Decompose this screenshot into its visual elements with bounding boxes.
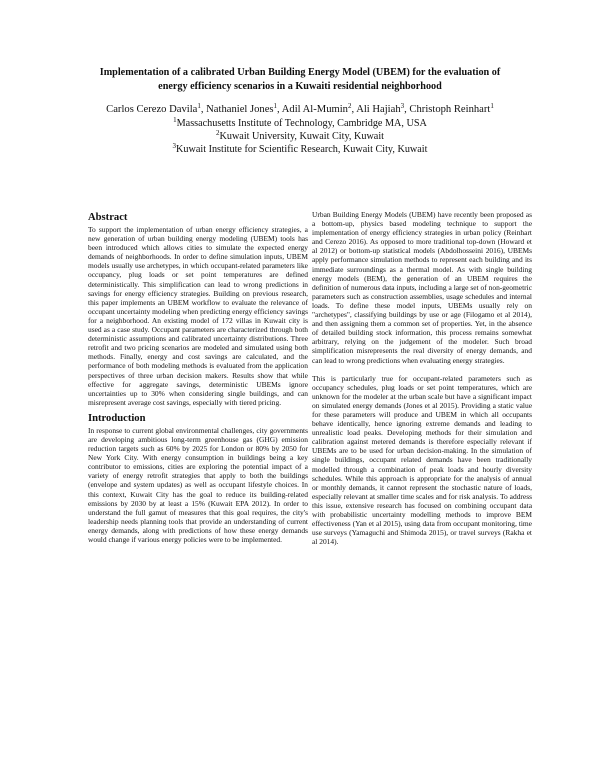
- abstract-text: To support the implementation of urban energy efficiency strategies, a new generation of urban building energy modeling (UBEM) tools has been introduced which allows cities to simulate the expected energy demands of neighborhoods. In order to define simulation inputs, UBEM models usually use archetypes, in which occupant-related parameters like occupancy, plug loads or set point temperatures are defined deterministically. This simplification can lead to wrong predictions in savings for energy efficiency strategies. Building on previous research, this paper implements an UBEM workflow to evaluate the relevance of occupant uncertainty modeling when predicting energy efficiency savings for a neighborhood. An existing model of 172 villas in Kuwait city is used as a case study. Occupant parameters are characterized through both deterministic assumptions and calibrated uncertainty distributions. Three retrofit and two pricing scenarios are modeled and simulated using both methods. Finally, energy and cost savings are calculated, and the performance of both modeling methods is evaluated from the application perspectives of three urban decision makers. Results show that while effective for aggregate savings, deterministic UBEMs ignore uncertainties up to 30% when considering single buildings, and can misrepresent average cost savings, especially with tiered pricing.: [88, 225, 308, 407]
- author: Adil Al-Mumin$^2$,: [281, 102, 357, 115]
- affiliation: $^1$Massachusetts Institute of Technology, Cambridge MA, USA: [173, 116, 427, 129]
- author: Christoph Reinhart$^1$: [409, 102, 494, 115]
- author: Ali Hajiah$^3$,: [356, 102, 410, 115]
- title-line-1: Implementation of a calibrated Urban Building Energy Model (UBEM) for the evaluation of: [99, 67, 501, 78]
- body-paragraph: This is particularly true for occupant-related parameters such as occupancy schedules, plug loads or set point temperatures, which are unknown for the modeler at the urban scale but have a significant impact on simulated energy demands (Jones et al 2015). Providing a static value for these parameters will produce and UBEM in which all occupants behave identically, hence ignoring extreme demands and leading to unrealistic load peaks. Developing methods for their simulation and calibration against metered demands is therefore especially relevant if UBEMs are to be used for urban decision-making. In the simulation of single buildings, occupant related demands have been traditionally modelled through a combination of peak loads and hourly diversity schedules. While this approach is appropriate for the analysis of annual or monthly demands, it cannot represent the stochastic nature of loads, especially relevant at smaller time scales and for risk analysis. To address this issue, extensive research has focused on combining occupant data with probabilistic uncertainty modelling methods to improve BEM effectiveness (Yan et al 2015), using data from occupant monitoring, time use surveys (Yamaguchi and Shimoda 2015), or travel surveys (Rakha et al 2014).: [312, 373, 532, 547]
- paper-title: [60, 66, 540, 93]
- abstract-heading: Abstract: [88, 212, 128, 223]
- affiliation: $^2$Kuwait University, Kuwait City, Kuwait: [216, 129, 384, 142]
- affiliation: $^3$Kuwait Institute for Scientific Research, Kuwait City, Kuwait: [172, 142, 428, 155]
- title-line-2: energy efficiency scenarios in a Kuwaiti residential neighborhood: [158, 80, 442, 92]
- author-list: [40, 103, 560, 116]
- body-paragraph: Urban Building Energy Models (UBEM) have recently been proposed as a bottom-up, physics based modeling technique to support the implementation of energy efficiency strategies in urban policy (Reinhart and Cerezo 2016). As opposed to more traditional top-down (Howard et al 2012) or bottom-up statistical models (Abdolhosseini 2016), UBEMs apply performance simulation methods to represent each building and its immediate surroundings as a thermal model. As with single building energy models (BEM), the generation of an UBEM requires the definition of numerous data inputs, including a large set of non-geometric parameters such as construction assemblies, usage schedules and internal loads. To define these model inputs, UBEMs usually rely on "archetypes", classifying buildings by use or age (Filogamo et al 2014), and then assigning them a common set of properties. Yet, in the absence of detailed building stock information, this process remains somewhat arbitrary, relying on the judgement of the modeler. Such broad simplification misrepresents the real diversity of energy demands, and can lead to wrong predictions when evaluating energy strategies.: [312, 210, 532, 365]
- author: Nathaniel Jones$^1$,: [206, 102, 282, 115]
- introduction-text: In response to current global environmental challenges, city governments are developing ambitious long-term greenhouse gas (GHG) emission reduction targets such as 60% by 2025 for London or 80% by 2050 for New York City. With energy consumption in buildings being a key contributor to emissions, cities are exploring the potential impact of a variety of energy retrofit strategies that apply to both the buildings (envelope and system updates) as well as occupant lifestyle choices. In this context, Kuwait City has the goal to reduce its building-related emissions by 2030 by at least a 15% (Kuwait EPA 2012). In order to understand the full gamut of measures that this goal requires, the city's leadership needs planning tools that provide an understanding of current energy demands, along with predictions of how these energy demands would change if various energy policies were to be implemented.: [88, 425, 308, 544]
- introduction-heading: Introduction: [88, 412, 146, 424]
- left-column: [88, 211, 308, 544]
- right-column: [312, 210, 532, 546]
- author: Carlos Cerezo Davila$^1$,: [106, 102, 207, 115]
